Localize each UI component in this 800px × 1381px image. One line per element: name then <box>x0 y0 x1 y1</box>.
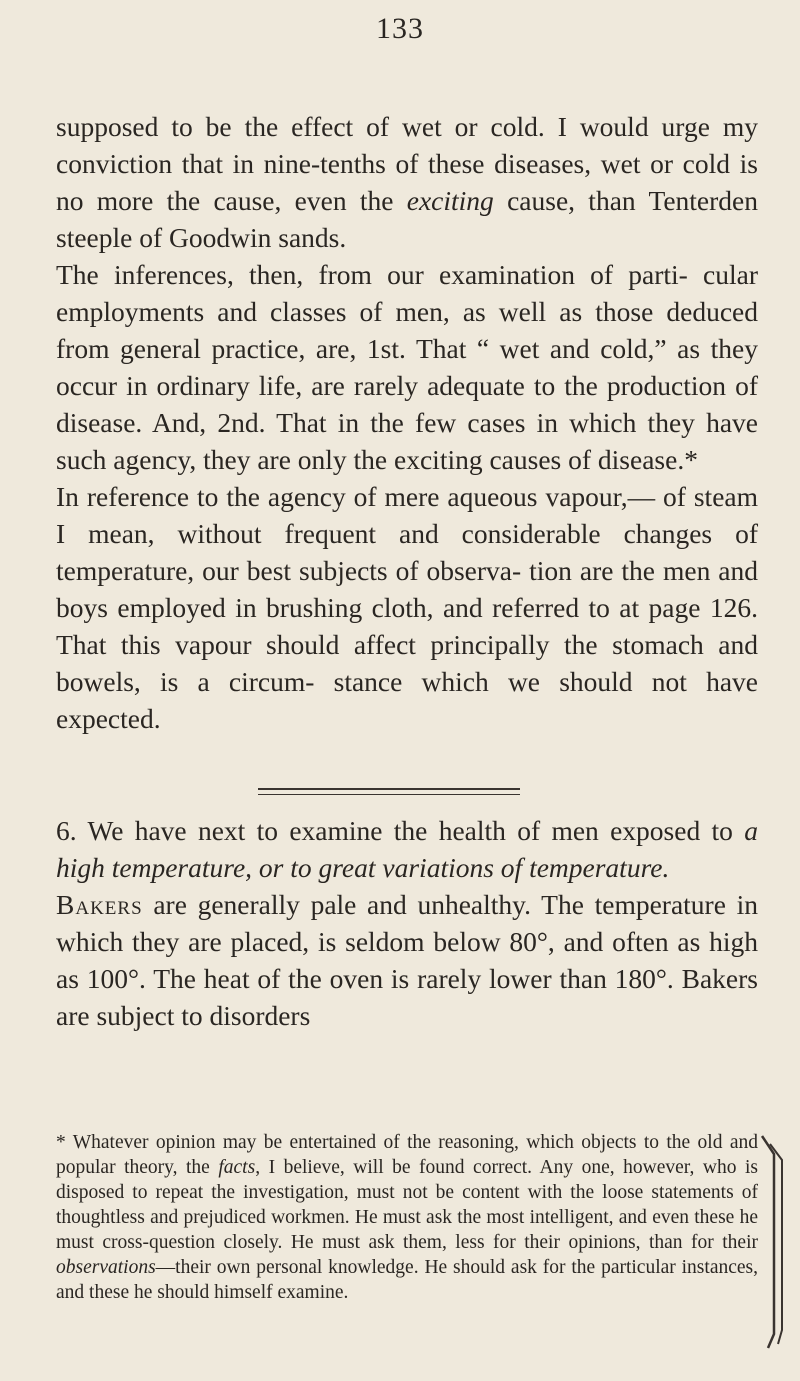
section-divider <box>258 788 520 795</box>
paragraph-1-line-4: Tenterden steeple of Goodwin sands. <box>56 185 758 253</box>
paragraph-2-text: The inferences, then, from our examination of parti- cular employments and classes of men, as well as those deduced from general practice, are, 1st. That “ wet and cold,” as they occur in ordinary life, are rarely adequate to the production of disease. And, 2nd. That in the few cases in which they have such agency, they are only the exciting causes of disease.* <box>56 259 758 475</box>
bakers-rest: are generally pale and unhealthy. The temperature in which they are placed, is seldom below 80°, and often as high as 100°. The heat of the oven is rarely lower than 180°. Bakers are subject to disorders <box>56 889 758 1031</box>
section-6-lead: 6. We have next to examine the health of men exposed to <box>56 815 745 846</box>
paragraph-3 <box>56 478 758 737</box>
bakers-paragraph <box>56 886 758 1034</box>
paragraph-1-line-2: my conviction that in nine-tenths of these diseases, wet <box>56 111 759 179</box>
footnote-part-3: —their own personal knowledge. He should ask for the particular instances, and these he should himself examine. <box>56 1257 758 1303</box>
footnote-facts: facts <box>218 1157 256 1178</box>
section-6-italic: a high temperature, or to great variations of temperature. <box>56 815 758 883</box>
footnote-text <box>56 1130 758 1305</box>
paragraph-1-line-1: supposed to be the effect of wet or cold. I would urge <box>56 111 710 142</box>
page-number: 133 <box>376 12 424 45</box>
show-through-mark <box>760 1134 786 1352</box>
section-6-heading <box>56 812 758 886</box>
main-text <box>56 108 758 737</box>
bakers-smallcaps: Bakers <box>56 889 143 920</box>
section-6 <box>56 812 758 1034</box>
footnote <box>56 1130 758 1305</box>
paragraph-3-text: In reference to the agency of mere aqueous vapour,— of steam I mean, without frequent and considerable changes of temperature, our best subjects of observa- tion are the men and boys employed in brushing cloth, and referred to at page 126. That this vapour should affect principally the stomach and bowels, is a circum- stance which we should not have expected. <box>56 481 758 734</box>
paragraph-1-line-3b: cause, than <box>493 185 636 216</box>
paragraph-1 <box>56 108 758 256</box>
footnote-observations: observations <box>56 1257 156 1278</box>
paragraph-1-line-3a: or cold is no more the cause, even the <box>56 148 758 216</box>
paragraph-2 <box>56 256 758 478</box>
footnote-part-2: , I believe, will be found correct. Any one, however, who is disposed to repeat the investigation, must not be content with the loose statements of thoughtless and prejudiced workmen. He must ask the most intelligent, and even these he must cross-question closely. He must ask them, less for their opinions, than for their <box>56 1157 758 1253</box>
italic-exciting: exciting <box>406 185 494 216</box>
footnote-part-1: * Whatever opinion may be entertained of the reasoning, which objects to the old and popular theory, the <box>56 1132 758 1178</box>
